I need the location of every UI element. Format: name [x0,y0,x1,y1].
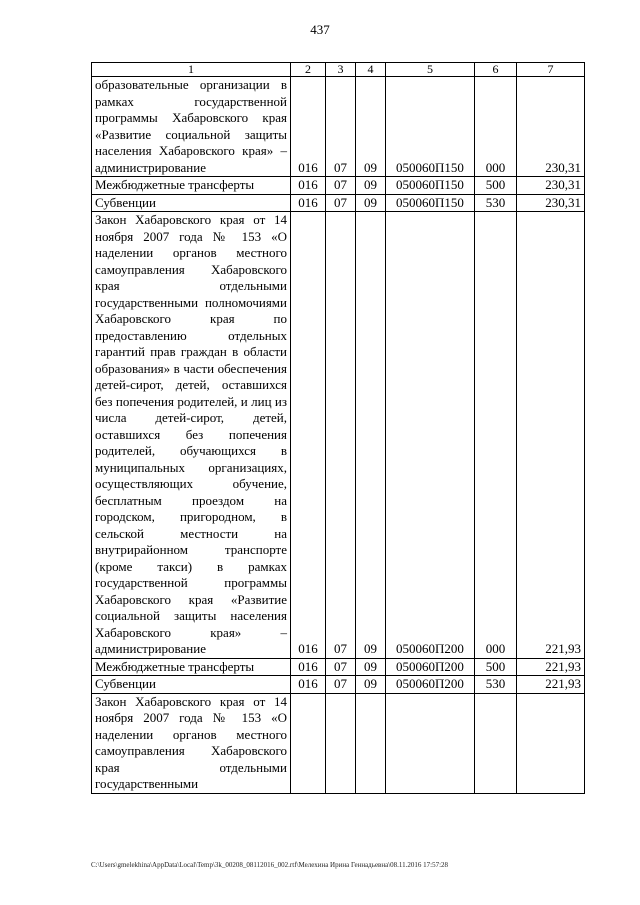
cell-col-5: 050060П150 [386,194,475,212]
cell-col-3: 07 [326,676,356,694]
cell-col-3: 07 [326,194,356,212]
cell-col-6: 000 [475,77,517,177]
page-number: 437 [310,22,330,37]
cell-col-6: 530 [475,194,517,212]
table-row [92,212,585,659]
row-name-cell: Межбюджетные трансферты [92,658,291,676]
cell-col-2 [291,693,326,793]
row-name-cell: Межбюджетные трансферты [92,177,291,195]
cell-col-2: 016 [291,77,326,177]
table-row [92,77,585,177]
table-header-row [92,63,585,77]
table-row [92,676,585,694]
cell-col-2: 016 [291,676,326,694]
table-row [92,658,585,676]
row-name-cell: Закон Хабаровского края от 14 ноября 2007 года № 153 «О наделении органов местного самоуправления Хабаровского края отдельными государственными полномочиями Хабаровского края по предоставлению отдельных гарантий прав граждан в области образования» в части обеспечения детей-сирот, детей, оставшихся без попечения родителей, и лиц из числа детей-сирот, детей, оставшихся без попечения родителей, обучающихся в муниципальных организациях, осуществляющих обучение, бесплатным проездом на городском, пригородном, в сельской местности на внутрирайонном транспорте (кроме такси) в рамках государственной программы Хабаровского края «Развитие социальной защиты населения Хабаровского края» – администрирование [92,212,291,659]
row-name-cell: Субвенции [92,676,291,694]
column-header-7: 7 [517,63,585,77]
budget-table [91,62,585,794]
cell-col-4: 09 [356,676,386,694]
cell-col-2: 016 [291,177,326,195]
cell-col-7: 221,93 [517,676,585,694]
cell-col-5: 050060П150 [386,77,475,177]
cell-col-5: 050060П200 [386,676,475,694]
cell-col-2: 016 [291,212,326,659]
cell-col-3: 07 [326,177,356,195]
cell-col-4: 09 [356,212,386,659]
column-header-5: 5 [386,63,475,77]
cell-col-6: 500 [475,177,517,195]
table-row [92,177,585,195]
table-row [92,693,585,793]
cell-col-3: 07 [326,658,356,676]
cell-col-4: 09 [356,77,386,177]
cell-col-6 [475,693,517,793]
cell-col-6: 500 [475,658,517,676]
cell-col-6: 530 [475,676,517,694]
document-footer-path: C:\Users\gmelekhina\AppData\Local\Temp\3k_00208_08112016_002.rtf\Мелехина Ирина Геннадьевна\08.11.2016 17:57:28 [91,861,449,869]
cell-col-3: 07 [326,77,356,177]
cell-col-7: 221,93 [517,658,585,676]
column-header-6: 6 [475,63,517,77]
cell-col-7: 230,31 [517,194,585,212]
cell-col-7: 221,93 [517,212,585,659]
cell-col-5: 050060П200 [386,658,475,676]
cell-col-4: 09 [356,177,386,195]
cell-col-7 [517,693,585,793]
cell-col-5 [386,693,475,793]
cell-col-4: 09 [356,194,386,212]
cell-col-4: 09 [356,658,386,676]
cell-col-2: 016 [291,658,326,676]
cell-col-2: 016 [291,194,326,212]
cell-col-7: 230,31 [517,177,585,195]
column-header-2: 2 [291,63,326,77]
cell-col-3: 07 [326,212,356,659]
cell-col-3 [326,693,356,793]
cell-col-4 [356,693,386,793]
column-header-3: 3 [326,63,356,77]
cell-col-5: 050060П200 [386,212,475,659]
row-name-cell: образовательные организации в рамках государственной программы Хабаровского края «Развитие социальной защиты населения Хабаровского края» – администрирование [92,77,291,177]
row-name-cell: Закон Хабаровского края от 14 ноября 2007 года № 153 «О наделении органов местного самоуправления Хабаровского края отдельными государственными [92,693,291,793]
column-header-4: 4 [356,63,386,77]
row-name-cell: Субвенции [92,194,291,212]
cell-col-7: 230,31 [517,77,585,177]
column-header-1: 1 [92,63,291,77]
table-row [92,194,585,212]
cell-col-6: 000 [475,212,517,659]
cell-col-5: 050060П150 [386,177,475,195]
